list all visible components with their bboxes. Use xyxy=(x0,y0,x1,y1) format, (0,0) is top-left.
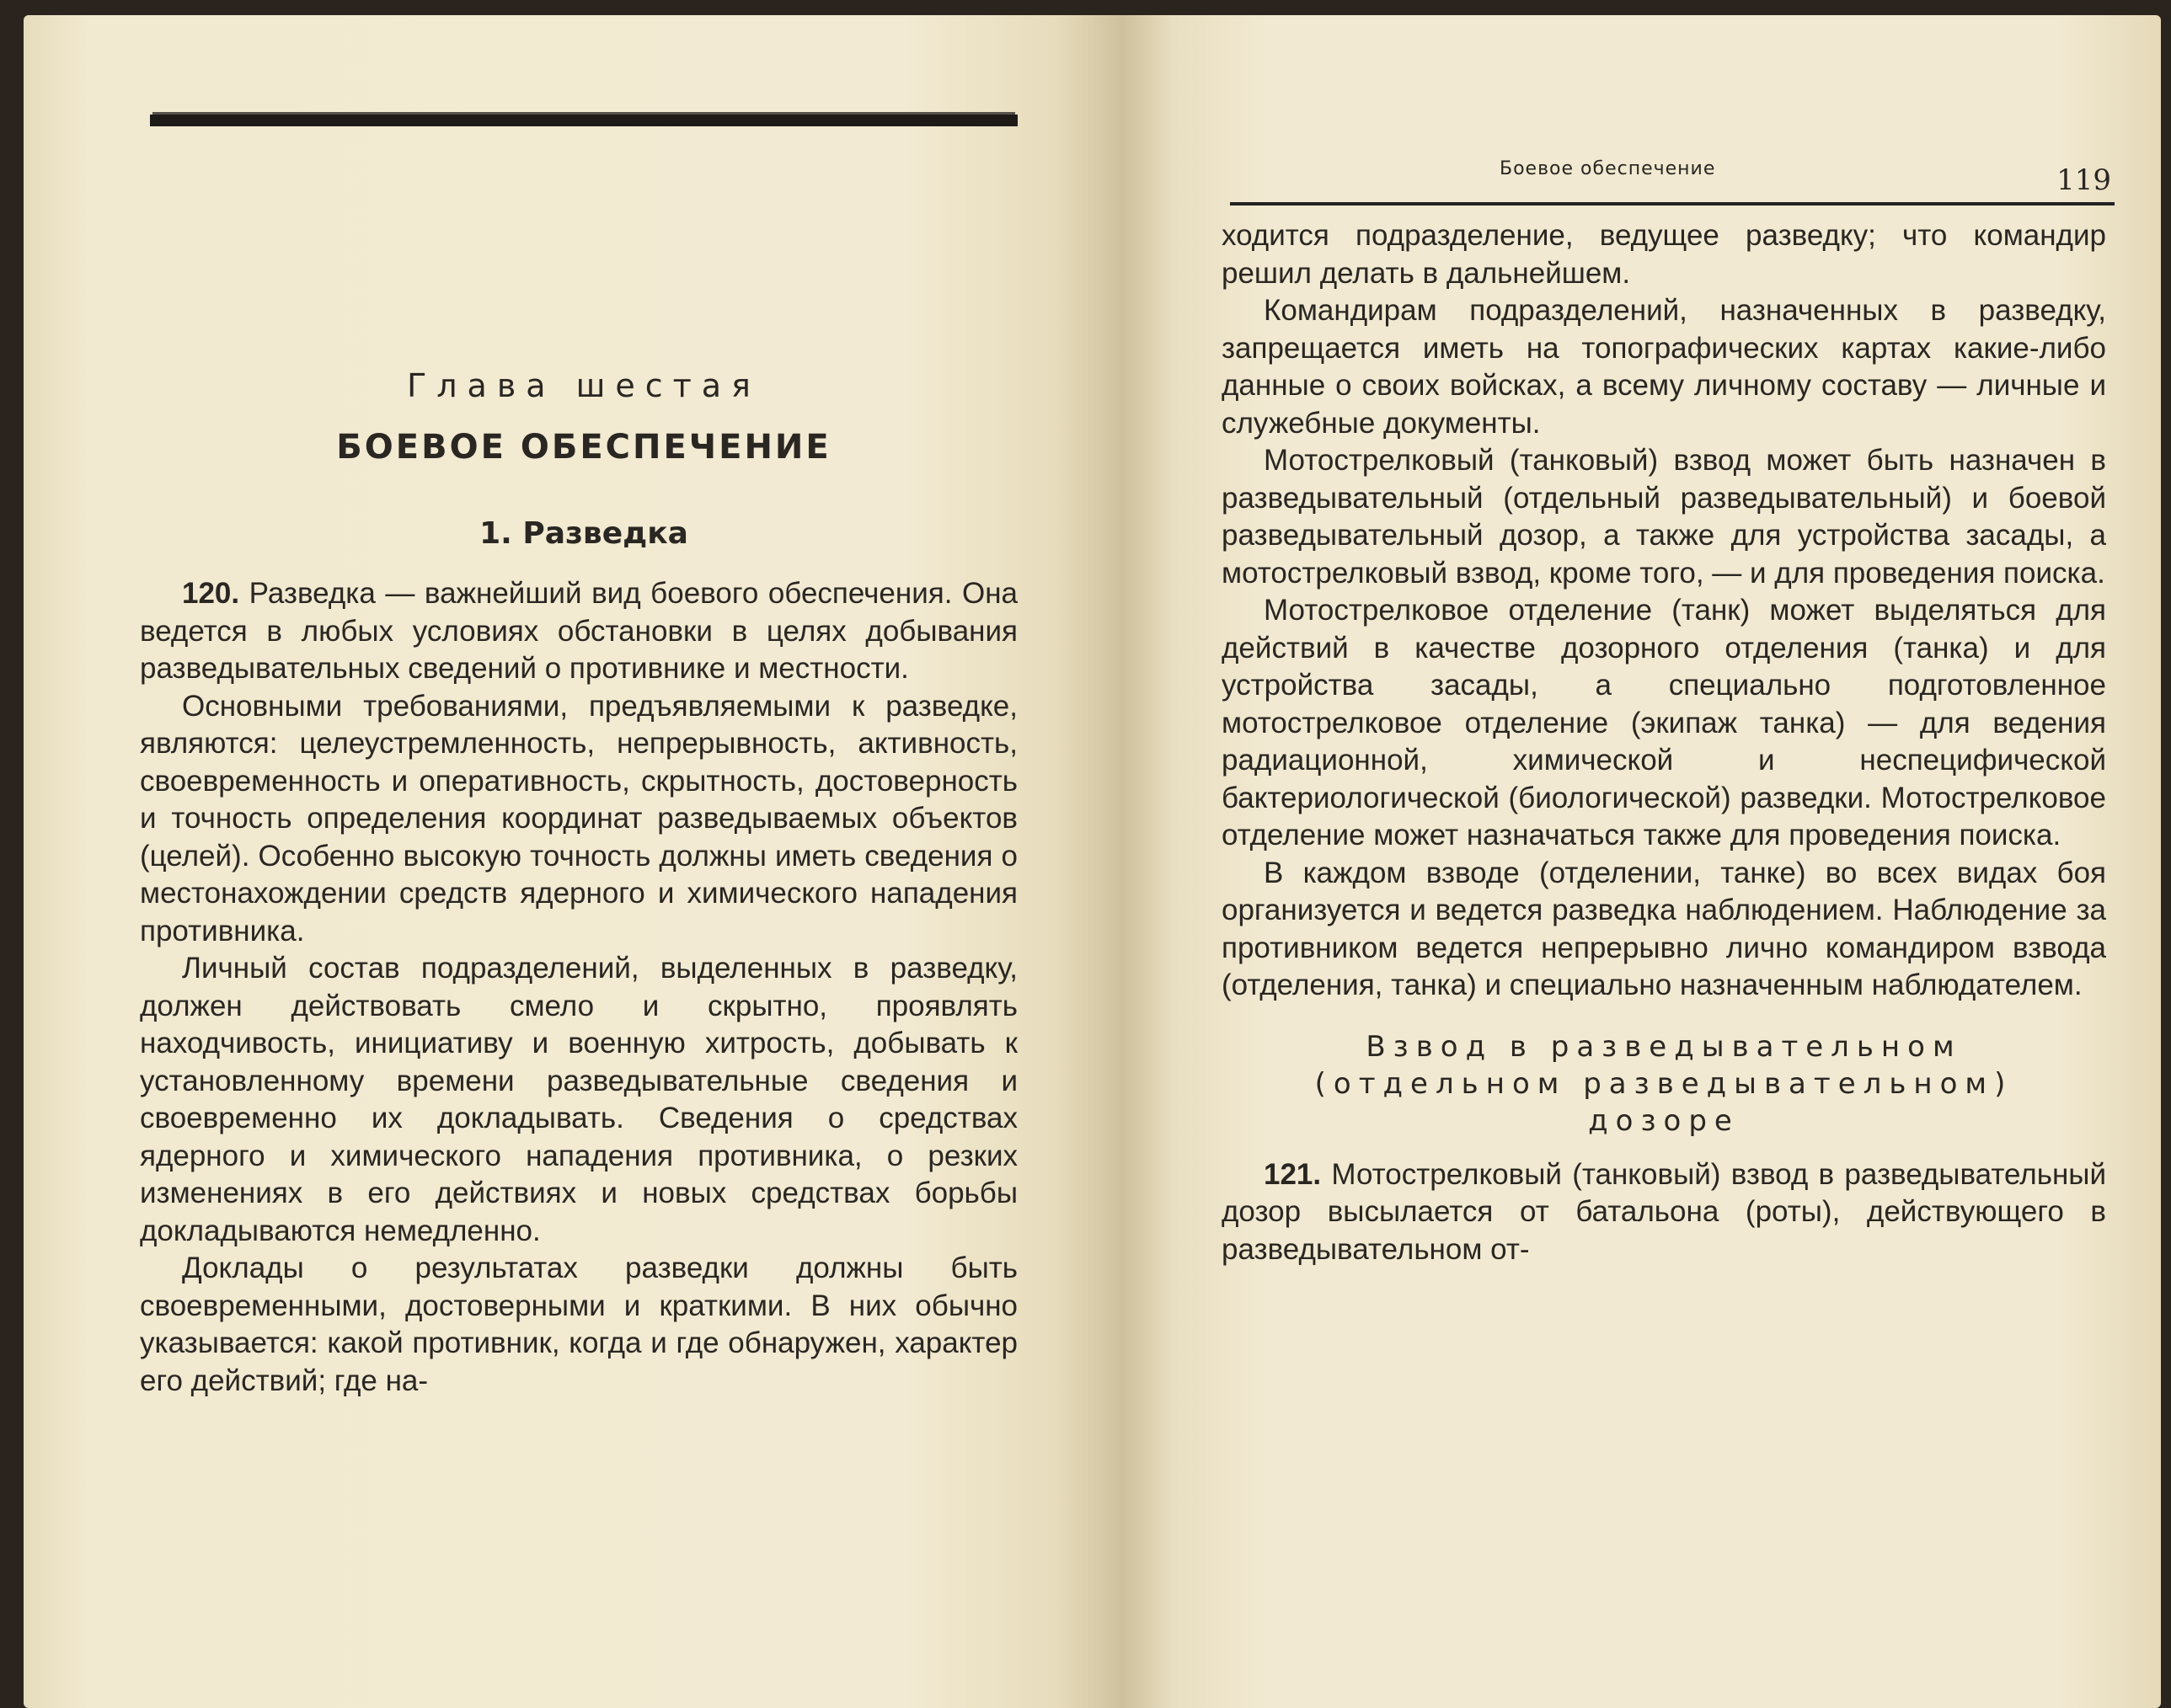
paragraph: Основными требованиями, предъявляемыми к разведке, являются: целеустремленность, непрерывность, активность, своевременность и оперативность, скрытность, достоверность и точность определения координат разведываемых объектов (целей). Особенно высокую точность должны иметь сведения о местонахождении средств ядерного и химического нападения противника. xyxy=(140,689,1018,947)
section-title: 1. Разведка xyxy=(479,516,688,551)
paragraph-text: Мотострелковый (танковый) взвод в разведывательный дозор высылается от батальона (роты), действующего в разведывательном от- xyxy=(1222,1157,2106,1266)
paragraph: Доклады о результатах разведки должны быть своевременными, достоверными и краткими. В них обычно указывается: какой противник, когда и где обнаружен, характер его действий; где на- xyxy=(140,1252,1018,1397)
running-title: Боевое обеспечение xyxy=(1500,158,1716,179)
subheading-line: дозоре xyxy=(1588,1103,1740,1138)
paragraph: В каждом взводе (отделении, танке) во всех видах боя организуется и ведется разведка наблюдением. Наблюдение за противником ведется непрерывно лично командиром взвода (отделения, танка) и специально назначенным наблюдателем. xyxy=(1222,856,2106,1001)
page-number: 119 xyxy=(2056,163,2111,197)
paragraph: ходится подразделение, ведущее разведку; что командир решил делать в дальнейшем. xyxy=(1222,219,2106,290)
paragraph: Командирам подразделений, назначенных в разведку, запрещается иметь на топографических картах какие-либо данные о своих войсках, а всему личному составу — личные и служебные документы. xyxy=(1222,294,2106,440)
chapter-top-rule xyxy=(150,115,1018,126)
running-header xyxy=(1230,141,2115,205)
paragraph: Мотострелковое отделение (танк) может выделяться для действий в качестве дозорного отделения (танка) и для устройства засады, а специально подготовленное мотострелковое отделение (экипаж танка) — для ведения радиационной, химической и неспецифической бактериологической (биологической) разведки. Мотострелковое отделение может назначаться также для проведения поиска. xyxy=(1222,594,2106,851)
subheading-line: (отдельном разведывательном) xyxy=(1314,1066,2013,1101)
paragraph: Мотострелковый (танковый) взвод может быть назначен в разведывательный (отдельный разведывательный) и боевой разведывательный дозор, а также для устройства засады, а мотострелковый взвод, кроме того, — и для проведения поиска. xyxy=(1222,444,2106,590)
right-page xyxy=(1120,15,2161,1708)
chapter-label: Глава шестая xyxy=(407,367,761,404)
paragraph xyxy=(140,575,1018,688)
right-page-body xyxy=(1222,217,2106,1268)
paragraph: Личный состав подразделений, выделенных в разведку, должен действовать смело и скрытно, проявлять находчивость, инициативу и военную хитрость, добывать к установленному времени разведывательные сведения и своевременно их докладывать. Сведения о средствах ядерного и химического нападения противника, о резких изменениях в его действиях и новых средствах борьбы докладываются немедленно. xyxy=(140,952,1018,1247)
paragraph xyxy=(1222,1156,2106,1269)
left-page-body xyxy=(140,575,1018,1400)
left-page xyxy=(24,15,1120,1708)
paragraph-text: Разведка — важнейший вид боевого обеспечения. Она ведется в любых условиях обстановки в целях добывания разведывательных сведений о противнике и местности. xyxy=(140,577,1018,685)
chapter-title: БОЕВОЕ ОБЕСПЕЧЕНИЕ xyxy=(336,428,832,467)
subsection-heading xyxy=(1222,1028,2106,1140)
subheading-line: Взвод в разведывательном xyxy=(1366,1029,1962,1064)
paragraph-number: 121. xyxy=(1264,1157,1322,1191)
paragraph-number: 120. xyxy=(182,577,240,610)
